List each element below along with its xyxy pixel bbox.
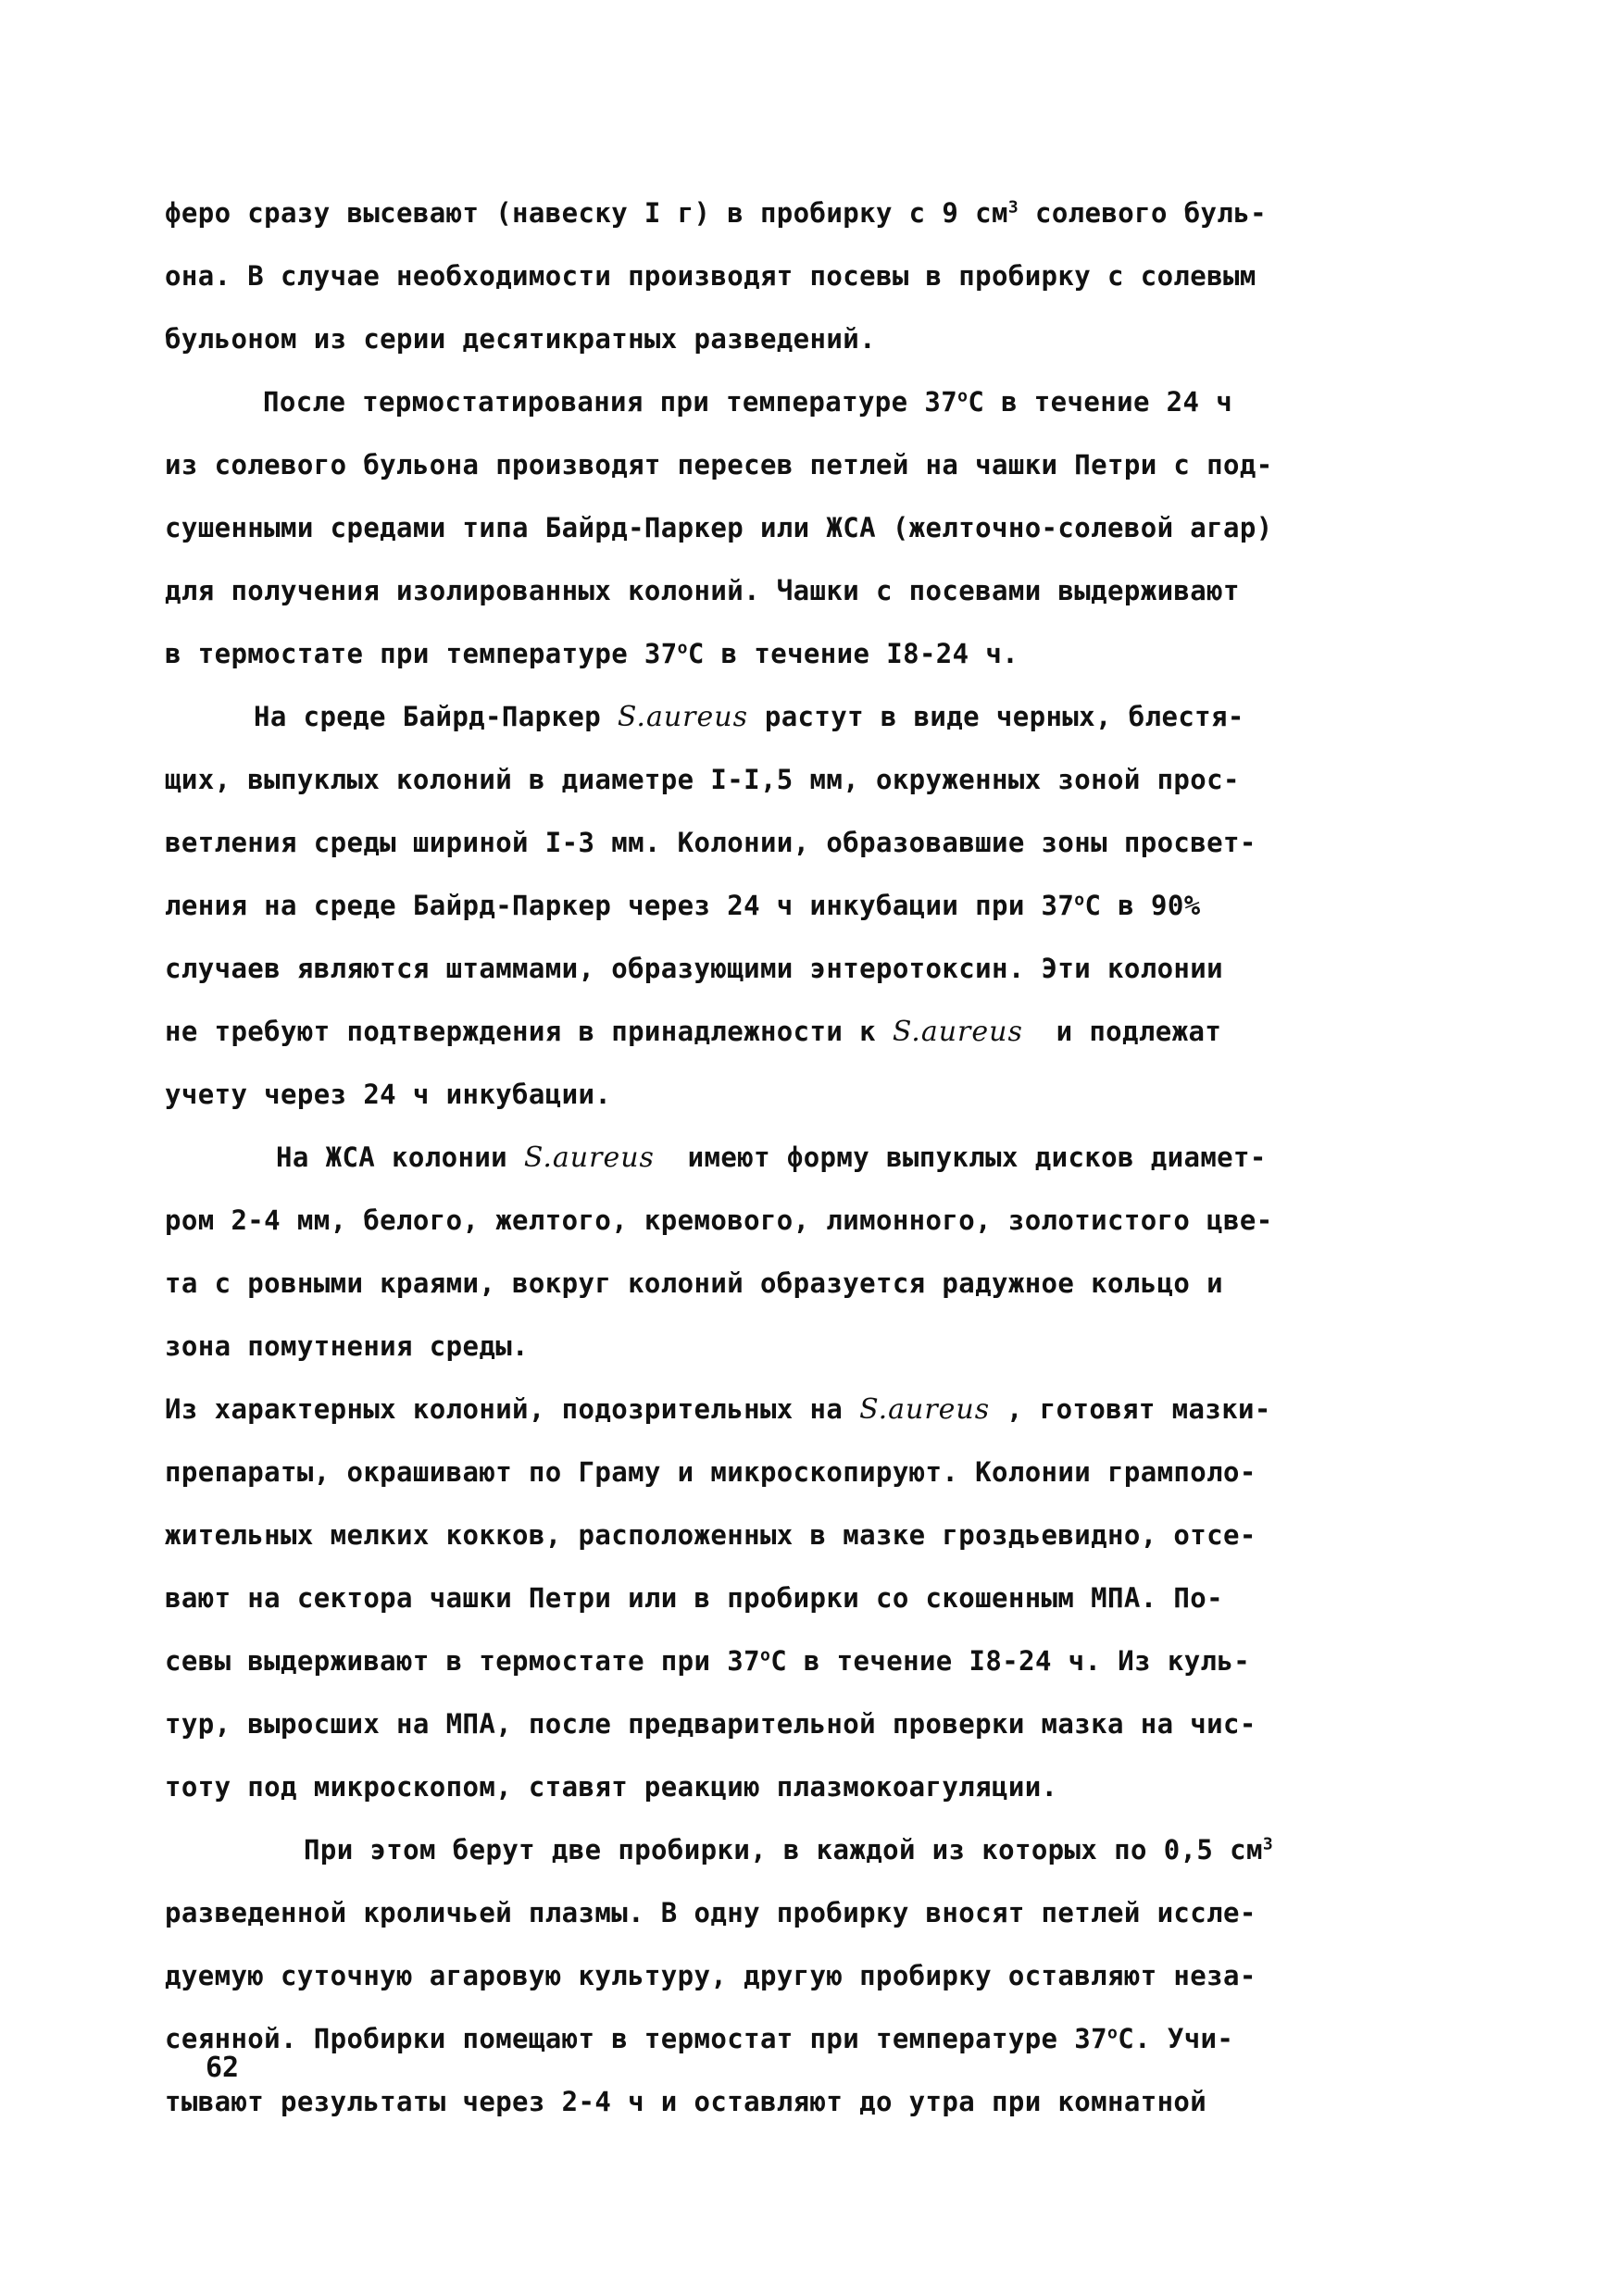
text-line: не требуют подтверждения в принадлежности к S.aureus и подлежат <box>165 1016 1222 1048</box>
handwritten-species-name: S.aureus <box>859 1393 991 1426</box>
handwritten-species-name: S.aureus <box>617 701 748 733</box>
text-line: из солевого бульона производят пересев петлей на чашки Петри с под- <box>165 449 1273 480</box>
text-line: ветления среды шириной I-3 мм. Колонии, образовавшие зоны просвет- <box>165 827 1256 858</box>
text-line: щих, выпуклых колоний в диаметре I-I,5 мм, окруженных зоной прос- <box>165 764 1240 795</box>
handwritten-species-name: S.aureus <box>523 1142 655 1174</box>
text-line: бульоном из серии десятикратных разведений. <box>165 323 876 355</box>
text-line: ром 2-4 мм, белого, желтого, кремового, лимонного, золотистого цве- <box>165 1204 1273 1236</box>
text-line: случаев являются штаммами, образующими энтеротоксин. Эти колонии <box>165 953 1224 984</box>
text-line: вают на сектора чашки Петри или в пробирки со скошенным МПА. По- <box>165 1582 1224 1614</box>
text-line: ления на среде Байрд-Паркер через 24 ч инкубации при $37^оС$ в 90% <box>165 890 1201 921</box>
text-line: зона помутнения среды. <box>165 1330 529 1362</box>
body-text <box>165 181 1461 2133</box>
text-line: тур, выросших на МПА, после предварительной проверки мазка на чис- <box>165 1708 1256 1740</box>
text-line: тывают результаты через 2-4 ч и оставляют до утра при комнатной <box>165 2086 1207 2117</box>
text-line: в термостате при температуре $37^оС$ в течение I8-24 ч. <box>165 638 1019 669</box>
text-line: жительных мелких кокков, расположенных в мазке гроздьевидно, отсе- <box>165 1519 1256 1551</box>
paragraph-start-line: Из характерных колоний, подозрительных на S.aureus , готовят мазки- <box>165 1393 1271 1426</box>
paragraph-start-line: При этом берут две пробирки, в каждой из которых по 0,5 $см^3$ <box>304 1834 1274 1866</box>
text-line: севы выдерживают в термостате при $37^оС$ в течение I8-24 ч. Из куль- <box>165 1645 1251 1677</box>
text-line: сеянной. Пробирки помещают в термостат при температуре $37^оС$. Учи- <box>165 2023 1234 2054</box>
text-line: учету через 24 ч инкубации. <box>165 1079 612 1110</box>
text-line: препараты, окрашивают по Граму и микроскопируют. Колонии грамполо- <box>165 1456 1256 1488</box>
text-line: дуемую суточную агаровую культуру, другую пробирку оставляют неза- <box>165 1960 1256 1991</box>
paragraph-start-line: На среде Байрд-Паркер S.aureus растут в виде черных, блестя- <box>254 701 1244 733</box>
page-number: 62 <box>206 2052 240 2084</box>
text-line: сушенными средами типа Байрд-Паркер или ЖСА (желточно-солевой агар) <box>165 512 1273 543</box>
text-line: тоту под микроскопом, ставят реакцию плазмокоагуляции. <box>165 1771 1058 1803</box>
text-line: та с ровными краями, вокруг колоний образуется радужное кольцо и <box>165 1267 1224 1299</box>
handwritten-species-name: S.aureus <box>892 1016 1023 1048</box>
text-line: разведенной кроличьей плазмы. В одну пробирку вносят петлей иссле- <box>165 1897 1256 1928</box>
text-line: для получения изолированных колоний. Чашки с посевами выдерживают <box>165 575 1240 606</box>
paragraph-start-line: После термостатирования при температуре $37^оС$ в течение 24 ч <box>263 386 1233 418</box>
text-line: феро сразу высевают (навеску I г) в пробирку с 9 $см^3$ солевого буль- <box>165 197 1267 229</box>
paragraph-start-line: На ЖСА колонии S.aureus имеют форму выпуклых дисков диамет- <box>276 1142 1267 1174</box>
text-line: она. В случае необходимости производят посевы в пробирку с солевым <box>165 260 1256 292</box>
